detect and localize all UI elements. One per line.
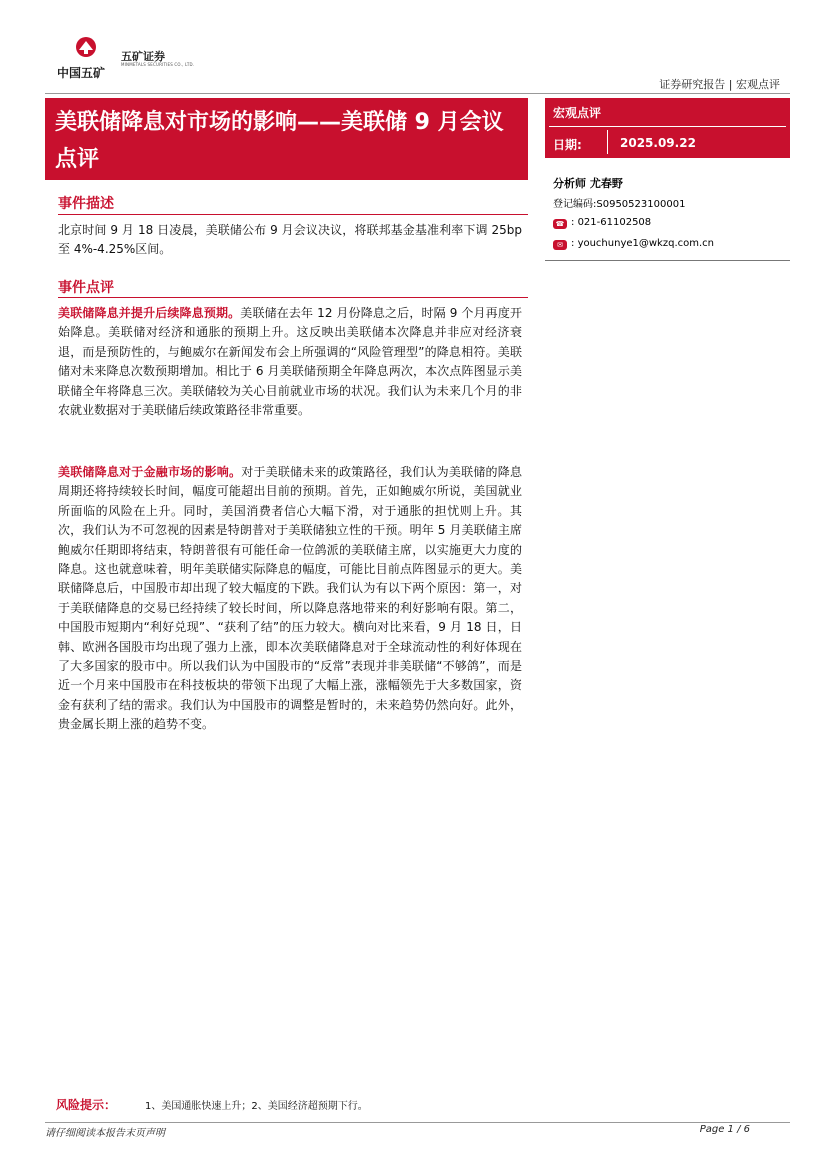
risk-text: 1、美国通胀快速上升；2、美国经济超预期下行。: [145, 1101, 368, 1112]
section-underline: [58, 297, 528, 298]
section-title-comment: 事件点评: [58, 280, 114, 296]
logo-english-name: MINMETALS SECURITIES CO., LTD.: [121, 62, 195, 67]
phone-number: 021-61102508: [577, 217, 652, 228]
date-divider: [607, 130, 608, 154]
paragraph-1-body: 美联储在去年 12 月份降息之后，时隔 9 个月再度开始降息。美联储对经济和通胀的预期上升。这反映出美联储本次降息并非应对经济衰退，而是预防性的，与鲍威尔在新闻发布会上所强调的“风险管理型”的降息相符。美联储对未来降息次数预期增加。相比于 6 月美联储预期全年降息两次，本次点阵图显示美联储全年将降息三次。美联储较为关心目前就业市场的状况。我们认为未来几个月的非农就业数据对于美联储后续政策路径非常重要。: [58, 306, 522, 418]
title-banner: [45, 98, 528, 180]
analyst-name: 分析师 尤春野: [553, 177, 623, 190]
analyst-phone: ☎ : 021-61102508: [553, 217, 651, 229]
event-paragraph: 北京时间 9 月 18 日凌晨，美联储公布 9 月会议决议，将联邦基金基准利率下调 25bp 至 4%-4.25%区间。: [58, 223, 522, 257]
section-title-event: 事件描述: [58, 196, 114, 212]
section-underline: [58, 214, 528, 215]
footer-divider: [45, 1122, 790, 1123]
paragraph-1-heading: 美联储降息并提升后续降息预期。: [58, 306, 241, 320]
header-divider: [45, 93, 790, 94]
comment-paragraph-1: [58, 304, 522, 420]
email-icon: ✉: [553, 240, 567, 250]
logo-chinese-name: 中国五矿: [57, 66, 106, 80]
page-number: Page 1 / 6: [699, 1124, 750, 1135]
report-info-box: [545, 98, 790, 158]
report-category: 证券研究报告 | 宏观点评: [659, 78, 780, 91]
risk-label: 风险提示：: [56, 1098, 117, 1112]
date-value: 2025.09.22: [620, 136, 696, 150]
analyst-email: ✉ : youchunye1@wkzq.com.cn: [553, 238, 714, 250]
paragraph-2-body: 对于美联储未来的政策路径，我们认为美联储的降息周期还将持续较长时间，幅度可能超出目前的预期。首先，正如鲍威尔所说，美国就业所面临的风险在上升。同时，美国消费者信心大幅下滑，对于通胀的担忧则上升。其次，我们认为不可忽视的因素是特朗普对于美联储独立性的干预。明年 5 月美联储主席鲍威尔任期即将结束，特朗普很有可能任命一位鸽派的美联储主席，以实施更大力度的降息。这也就意味着，明年美联储实际降息的幅度，可能比目前点阵图显示的更大。美联储降息后，中国股市却出现了较大幅度的下跌。我们认为有以下两个原因：第一，对于美联储降息的交易已经持续了较长时间，所以降息落地带来的利好影响有限。第二，中国股市短期内“利好兑现”、“获利了结”的压力较大。横向对比来看，9 月 18 日，日韩、欧洲各国股市均出现了强力上涨，即本次美联储降息对于全球流动性的利好体现在了大多国家的股市中。所以我们认为中国股市的“反常”表现并非美联储“不够鸽”，而是近一个月来中国股市在科技板块的带领下出现了大幅上涨，涨幅领先于大多数国家，资金有获利了结的需求。我们认为中国股市的调整是暂时的，未来趋势仍然向好。此外，贵金属长期上涨的趋势不变。: [58, 465, 522, 732]
paragraph-2-heading: 美联储降息对于金融市场的影响。: [58, 465, 242, 479]
phone-icon: ☎: [553, 219, 567, 229]
date-label: 日期:: [553, 138, 582, 152]
comment-paragraph-2: [58, 463, 522, 735]
company-logo: [55, 36, 195, 86]
report-type: 宏观点评: [553, 106, 602, 120]
email-address[interactable]: youchunye1@wkzq.com.cn: [577, 238, 714, 249]
footer-disclaimer: 请仔细阅读本报告末页声明: [45, 1128, 165, 1139]
analyst-registration: 登记编码:S0950523100001: [553, 199, 686, 210]
info-divider: [549, 126, 786, 127]
panel-divider: [545, 260, 790, 261]
report-title: 美联储降息对市场的影响——美联储 9 月会议点评: [55, 110, 504, 172]
minmetals-emblem-icon: [75, 36, 97, 58]
logo-securities-name: 五矿证券: [121, 50, 165, 63]
